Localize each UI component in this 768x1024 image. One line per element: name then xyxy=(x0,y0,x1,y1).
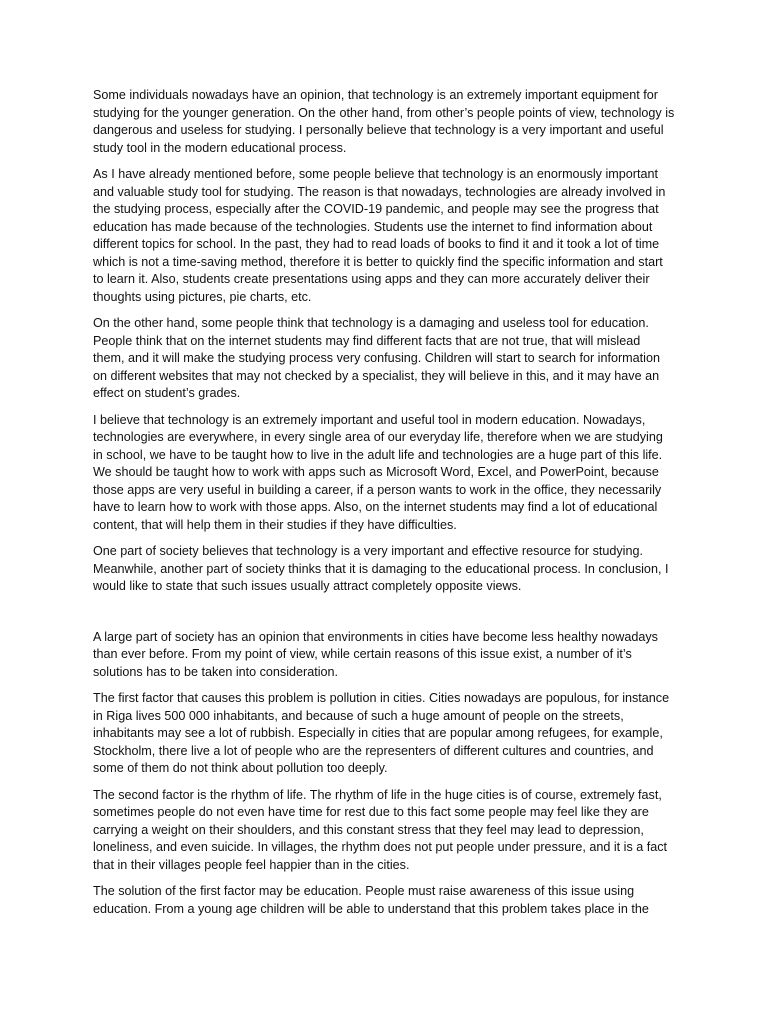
paragraph: The first factor that causes this problem is pollution in cities. Cities nowadays are populous, for instance in Riga lives 500 000 inhabitants, and because of such a huge amount of people on the streets, inhabitants may see a lot of rubbish. Especially in cities that are popular among refugees, for example, Stockholm, there live a lot of people who are the representers of different cultures and countries, and some of them do not think about pollution too deeply. xyxy=(93,691,670,775)
paragraph: I believe that technology is an extremely important and useful tool in modern education. Nowadays, technologies are everywhere, in every single area of our everyday life, therefore when we are studying in school, we have to be taught how to live in the adult life and technologies are a huge part of this life. We should be taught how to work with apps such as Microsoft Word, Excel, and PowerPoint, because those apps are very useful in building a career, if a person wants to work in the office, they necessarily have to learn how to work with those apps. Also, on the internet students may find a lot of educational content, that will help them in their studies if they have difficulties. xyxy=(93,412,663,532)
essay-technology-education xyxy=(93,87,675,596)
paragraph: One part of society believes that technology is a very important and effective resource for studying. Meanwhile, another part of society thinks that it is damaging to the educational process. In conclusion, I would like to state that such issues usually attract completely opposite views. xyxy=(93,544,669,593)
paragraph: Some individuals nowadays have an opinion, that technology is an extremely important equipment for studying for the younger generation. On the other hand, from other’s people points of view, technology is dangerous and useless for studying. I personally believe that technology is a very important and useful study tool in the modern educational process. xyxy=(93,88,675,155)
paragraph: As I have already mentioned before, some people believe that technology is an enormously important and valuable study tool for studying. The reason is that nowadays, technologies are already involved in the studying process, especially after the COVID-19 pandemic, and people may see the progress that education has made because of the technologies. Students use the internet to find information about different topics for school. In the past, they had to read loads of books to find it and it took a lot of time which is not a time-saving method, therefore it is better to quickly find the specific information and start to learn it. Also, students create presentations using apps and they can more accurately deliver their thoughts using pictures, pie charts, etc. xyxy=(93,167,666,304)
essay-separator xyxy=(93,605,675,629)
paragraph: A large part of society has an opinion that environments in cities have become less healthy nowadays than ever before. From my point of view, while certain reasons of this issue exist, a number of it’s solutions has to be taken into consideration. xyxy=(93,629,658,679)
essay-city-environment xyxy=(93,629,675,919)
paragraph: The solution of the first factor may be education. People must raise awareness of this issue using education. From a young age children will be able to understand that this problem takes place in the xyxy=(93,884,649,916)
paragraph: On the other hand, some people think that technology is a damaging and useless tool for education. People think that on the internet students may find different facts that are not true, that will mislead them, and it will make the studying process very confusing. Children will start to search for information on different websites that may not checked by a specialist, they will believe in this, and it may have an effect on student’s grades. xyxy=(93,316,660,400)
document-body xyxy=(93,87,675,927)
paragraph: The second factor is the rhythm of life. The rhythm of life in the huge cities is of course, extremely fast, sometimes people do not even have time for rest due to this fact some people may feel like they are carrying a weight on their shoulders, and this constant stress that they feel may lead to depression, loneliness, and even suicide. In villages, the rhythm does not put people under pressure, and it is a fact that in their villages people feel happier than in the cities. xyxy=(93,787,668,872)
